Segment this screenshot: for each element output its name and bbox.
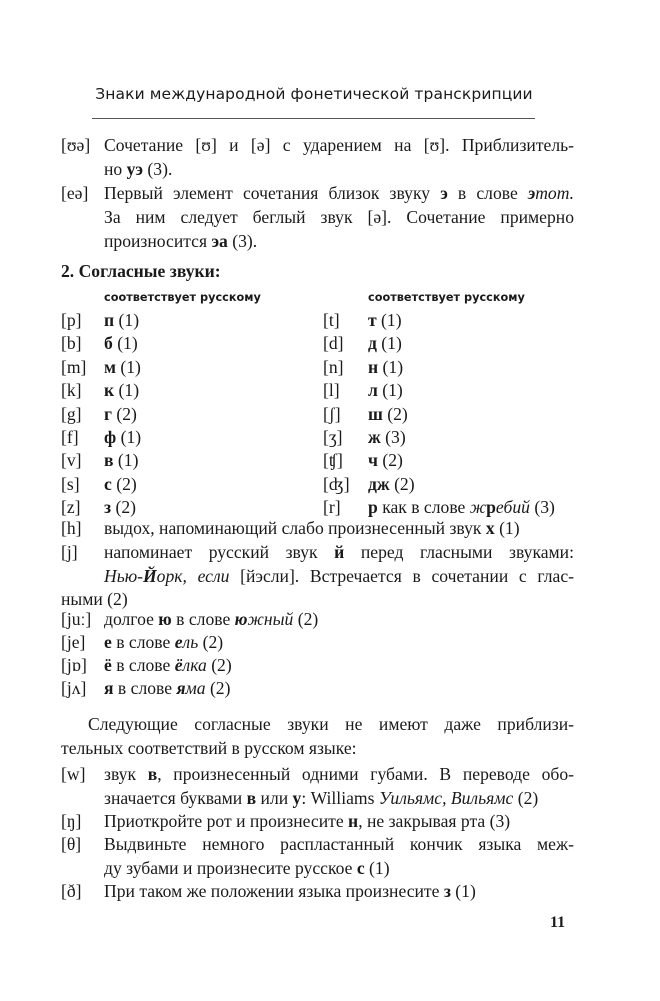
russian-letter: р xyxy=(368,497,378,518)
consonant-symbol: [k] xyxy=(61,380,82,401)
consonant-equivalent: б (1) xyxy=(104,333,138,354)
consonant-equivalent: л (1) xyxy=(368,380,403,401)
sound-line: ду зубами и произнесите русское с (1) xyxy=(104,858,390,878)
consonant-symbol: [d] xyxy=(323,333,344,354)
consonant-symbol: [p] xyxy=(61,310,82,330)
consonant-symbol: [r] xyxy=(323,497,341,518)
consonant-symbol: [v] xyxy=(61,450,82,471)
vowel-line: За ним следует беглый звук [ə]. Сочетание примерно xyxy=(104,207,574,227)
sound-line: Нью-Йорк, если [йэсли]. Встречается в сочетании с глас- xyxy=(104,566,574,586)
sound-line: я в слове яма (2) xyxy=(104,678,231,698)
russian-letter: в xyxy=(104,450,114,471)
russian-letter: н xyxy=(368,356,379,377)
consonant-equivalent: ж (3) xyxy=(368,427,406,447)
vowel-symbol: [ʊə] xyxy=(61,135,91,155)
russian-letter: м xyxy=(104,356,116,377)
russian-letter: б xyxy=(104,333,113,354)
consonant-equivalent: р как в слове жребий (3) xyxy=(368,497,555,518)
sound-line: долгое ю в слове южный (2) xyxy=(104,609,319,629)
russian-letter: д xyxy=(368,333,377,354)
vowel-line: но уэ (3). xyxy=(104,159,173,179)
column-caption-left: соответствует русскому xyxy=(104,291,261,304)
russian-letter: ф xyxy=(104,427,117,447)
vowel-line: произносится эа (3). xyxy=(104,231,258,251)
vowel-line: Сочетание [ʊ] и [ə] с ударением на [ʊ]. Приблизитель- xyxy=(104,135,574,155)
consonant-equivalent: ф (1) xyxy=(104,427,142,447)
consonant-equivalent: дж (2) xyxy=(368,473,415,494)
russian-letter: л xyxy=(368,380,378,401)
consonant-equivalent: в (1) xyxy=(104,450,139,471)
consonant-equivalent: з (2) xyxy=(104,497,136,518)
consonant-equivalent: ш (2) xyxy=(368,403,408,424)
consonant-symbol: [f] xyxy=(61,427,79,447)
sound-symbol: [ð] xyxy=(61,881,82,901)
sound-line: выдох, напоминающий слабо произнесенный звук х (1) xyxy=(104,518,520,538)
consonant-symbol: [s] xyxy=(61,473,80,494)
russian-letter: г xyxy=(104,403,112,424)
consonant-symbol: [ʧ] xyxy=(323,450,343,471)
consonant-symbol: [l] xyxy=(323,380,340,401)
consonant-symbol: [ʒ] xyxy=(323,427,343,447)
consonant-equivalent: п (1) xyxy=(104,310,140,330)
consonant-symbol: [ʃ] xyxy=(323,403,341,424)
sound-line: При таком же положении языка произнесите з (1) xyxy=(104,881,476,901)
sound-symbol: [w] xyxy=(61,764,86,784)
consonant-symbol: [b] xyxy=(61,333,82,354)
russian-letter: т xyxy=(368,310,377,330)
consonant-equivalent: т (1) xyxy=(368,310,402,330)
consonant-symbol: [ʤ] xyxy=(323,473,350,494)
column-caption-right: соответствует русскому xyxy=(368,291,525,304)
consonant-symbol: [n] xyxy=(323,356,344,377)
consonant-equivalent: с (2) xyxy=(104,473,137,494)
sound-line: ными (2) xyxy=(61,589,128,609)
sound-symbol: [ŋ] xyxy=(61,811,82,831)
running-header: Знаки международной фонетической транскрипции xyxy=(95,85,533,103)
russian-letter: к xyxy=(104,380,115,401)
sound-symbol: [h] xyxy=(61,518,82,538)
russian-letter: п xyxy=(104,310,115,330)
vowel-line: Первый элемент сочетания близок звуку э в слове этот. xyxy=(104,183,575,203)
consonant-symbol: [m] xyxy=(61,356,87,377)
sound-line: звук в, произнесенный одними губами. В переводе обо- xyxy=(104,764,575,784)
sound-line: напоминает русский звук й перед гласными звуками: xyxy=(104,542,574,562)
consonant-equivalent: ч (2) xyxy=(368,450,403,471)
russian-letter: ж xyxy=(368,427,381,447)
sound-symbol: [θ] xyxy=(61,834,82,854)
consonant-equivalent: м (1) xyxy=(104,356,141,377)
sound-line: значается буквами в или у: Williams Уильямс, Вильямс (2) xyxy=(104,788,539,808)
vowel-symbol: [eə] xyxy=(61,183,89,203)
russian-letter: ш xyxy=(368,403,383,424)
sound-symbol: [juː] xyxy=(61,609,92,629)
russian-letter: с xyxy=(104,473,112,494)
paragraph-line: Следующие согласные звуки не имеют даже приблизи- xyxy=(88,714,574,734)
sound-line: е в слове ель (2) xyxy=(104,632,224,652)
sound-symbol: [j] xyxy=(61,542,78,562)
russian-letter: дж xyxy=(368,473,390,494)
paragraph-line: тельных соответствий в русском языке: xyxy=(61,738,357,758)
consonant-equivalent: д (1) xyxy=(368,333,402,354)
sound-symbol: [jʌ] xyxy=(61,678,87,698)
sound-line: ё в слове ёлка (2) xyxy=(104,655,232,675)
consonant-symbol: [g] xyxy=(61,403,82,424)
russian-letter: ч xyxy=(368,450,378,471)
page-number: 11 xyxy=(550,914,566,931)
header-rule xyxy=(92,118,535,119)
consonant-equivalent: г (2) xyxy=(104,403,137,424)
consonant-equivalent: к (1) xyxy=(104,380,140,401)
sound-line: Выдвиньте немного распластанный кончик языка меж- xyxy=(104,834,574,854)
sound-line: Приоткройте рот и произнесите н, не закрывая рта (3) xyxy=(104,811,511,831)
sound-symbol: [jɒ] xyxy=(61,655,87,675)
sound-symbol: [je] xyxy=(61,632,86,652)
section-title: 2. Согласные звуки: xyxy=(61,261,221,281)
russian-letter: з xyxy=(104,497,112,518)
consonant-symbol: [z] xyxy=(61,497,81,518)
consonant-equivalent: н (1) xyxy=(368,356,404,377)
consonant-symbol: [t] xyxy=(323,310,340,330)
